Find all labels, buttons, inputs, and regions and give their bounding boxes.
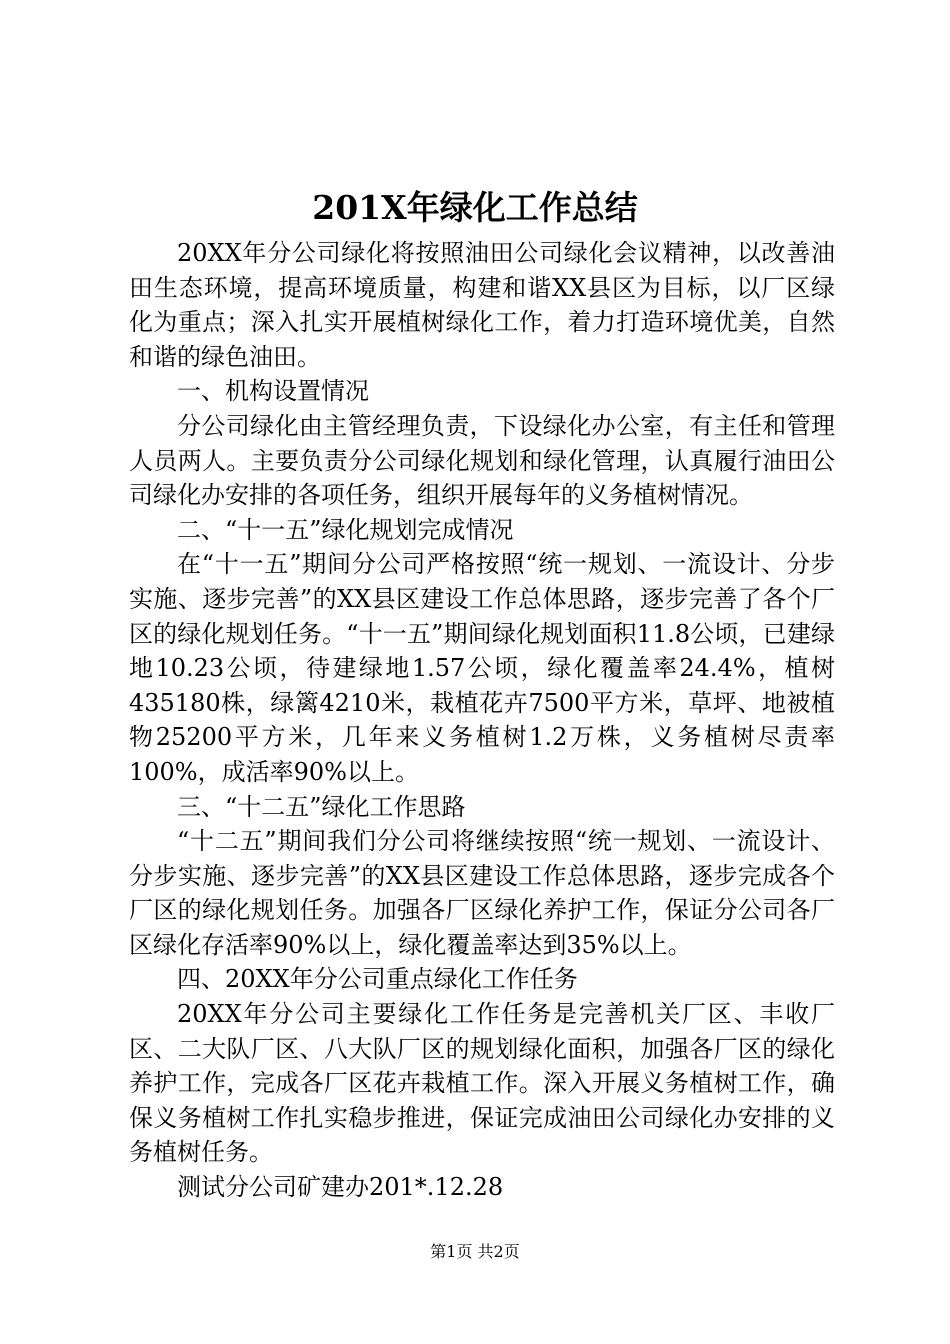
signature-line: 测试分公司矿建办201*.12.28 xyxy=(177,1173,504,1202)
section-heading-4: 四、20XX年分公司重点绿化工作任务 xyxy=(177,965,578,994)
section-heading-2: 二、“十一五”绿化规划完成情况 xyxy=(177,515,514,544)
section-paragraph-1: 分公司绿化由主管经理负责，下设绿化办公室，有主任和管理人员两人。主要负责分公司绿化规划和绿化管理，认真履行油田公司绿化办安排的各项任务，组织开展每年的义务植树情况。 xyxy=(129,411,835,510)
section-paragraph-4: 20XX年分公司主要绿化工作任务是完善机关厂区、丰收厂区、二大队厂区、八大队厂区的规划绿化面积，加强各厂区的绿化养护工作，完成各厂区花卉栽植工作。深入开展义务植树工作，确保义务植树工作扎实稳步推进，保证完成油田公司绿化办安排的义务植树任务。 xyxy=(129,1000,835,1167)
document-title: 201X年绿化工作总结 xyxy=(312,188,638,227)
section-paragraph-2: 在“十一五”期间分公司严格按照“统一规划、一流设计、分步实施、逐步完善”的XX县区建设工作总体思路，逐步完善了各个厂区的绿化规划任务。“十一五”期间绿化规划面积11.8公顷，已建绿地10.23公顷，待建绿地1.57公顷，绿化覆盖率24.4%，植树435180株，绿篱4210米，栽植花卉7500平方米，草坪、地被植物25200平方米，几年来义务植树1.2万株，义务植树尽责率100%，成活率90%以上。 xyxy=(129,550,835,786)
section-paragraph-3: “十二五”期间我们分公司将继续按照“统一规划、一流设计、分步实施、逐步完善”的XX县区建设工作总体思路，逐步完成各个厂区的绿化规划任务。加强各厂区绿化养护工作，保证分公司各厂区绿化存活率90%以上，绿化覆盖率达到35%以上。 xyxy=(129,827,835,959)
document-body xyxy=(129,236,835,1205)
page-footer: 第1页 共2页 xyxy=(430,1242,520,1261)
section-heading-1: 一、机构设置情况 xyxy=(177,377,369,406)
intro-paragraph: 20XX年分公司绿化将按照油田公司绿化会议精神，以改善油田生态环境，提高环境质量，构建和谐XX县区为目标，以厂区绿化为重点；深入扎实开展植树绿化工作，着力打造环境优美，自然和谐的绿色油田。 xyxy=(129,239,835,371)
section-heading-3: 三、“十二五”绿化工作思路 xyxy=(177,792,466,821)
